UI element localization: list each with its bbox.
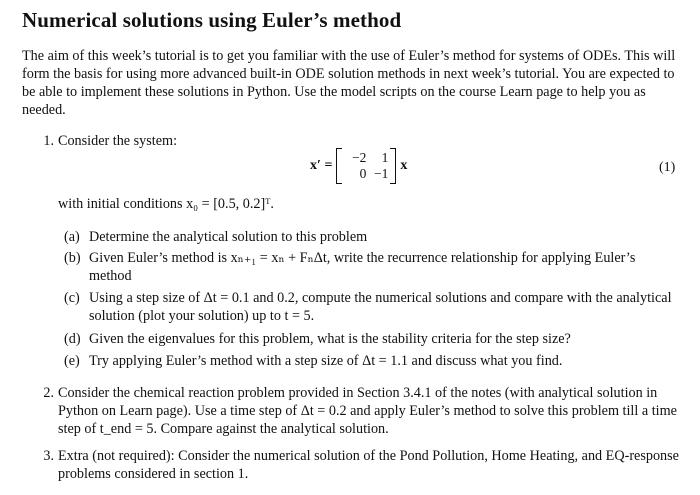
item-number: 3.	[43, 448, 54, 464]
subitem-text: Given Euler’s method is xₙ₊₁ = xₙ + FₙΔt, write the recurrence relationship for applying Euler’s method	[89, 250, 636, 284]
item-number: 2.	[43, 385, 54, 401]
item-text: Consider the system:	[58, 133, 178, 149]
subitem-text: Try applying Euler’s method with a step size of Δt = 1.1 and discuss what you find.	[89, 353, 563, 369]
equation-lhs: x′ =	[310, 158, 333, 173]
subitem-label: (c)	[64, 290, 80, 306]
matrix-cell: −1	[374, 166, 389, 181]
subitem-label: (e)	[64, 353, 80, 369]
subitem-label: (a)	[64, 229, 80, 245]
right-bracket	[390, 148, 396, 184]
item-number: 1.	[43, 133, 54, 149]
coefficient-matrix	[336, 148, 396, 184]
equation-1	[310, 148, 407, 184]
item-text: Consider the chemical reaction problem provided in Section 3.4.1 of the notes (with analytical solution in Python on Learn page). Use a time step of Δt = 0.2 and apply Euler’s method to solve this problem till a time step of t_end = 5. Compare against the analytical solution.	[58, 385, 677, 437]
subitem-text: Determine the analytical solution to this problem	[89, 229, 368, 245]
initial-conditions: with initial conditions x₀ = [0.5, 0.2]ᵀ.	[58, 196, 274, 212]
subitem-text: Using a step size of Δt = 0.1 and 0.2, compute the numerical solutions and compare with the analytical solution (plot your solution) up to t = 5.	[89, 290, 672, 324]
matrix-cell: 0	[359, 166, 367, 181]
equation-rhs: x	[400, 158, 408, 173]
subitem-text: Given the eigenvalues for this problem, what is the stability criteria for the step size?	[89, 331, 571, 347]
subitem-label: (d)	[64, 331, 81, 347]
matrix-cell: 1	[381, 150, 389, 165]
matrix-cell: −2	[352, 150, 367, 165]
page-title: Numerical solutions using Euler’s method	[22, 8, 402, 32]
subitem-label: (b)	[64, 250, 81, 266]
equation-number: (1)	[659, 160, 676, 175]
intro-paragraph: The aim of this week’s tutorial is to get you familiar with the use of Euler’s method for systems of ODEs. This will form the basis for using more advanced built-in ODE solution methods in next week’s tutorial. You are expected to be able to implement these solutions in Python. Use the model scripts on the course Learn page to help you as needed.	[22, 48, 676, 118]
item-text: Extra (not required): Consider the numerical solution of the Pond Pollution, Home Heating, and EQ-response problems considered in section 1.	[58, 448, 679, 482]
